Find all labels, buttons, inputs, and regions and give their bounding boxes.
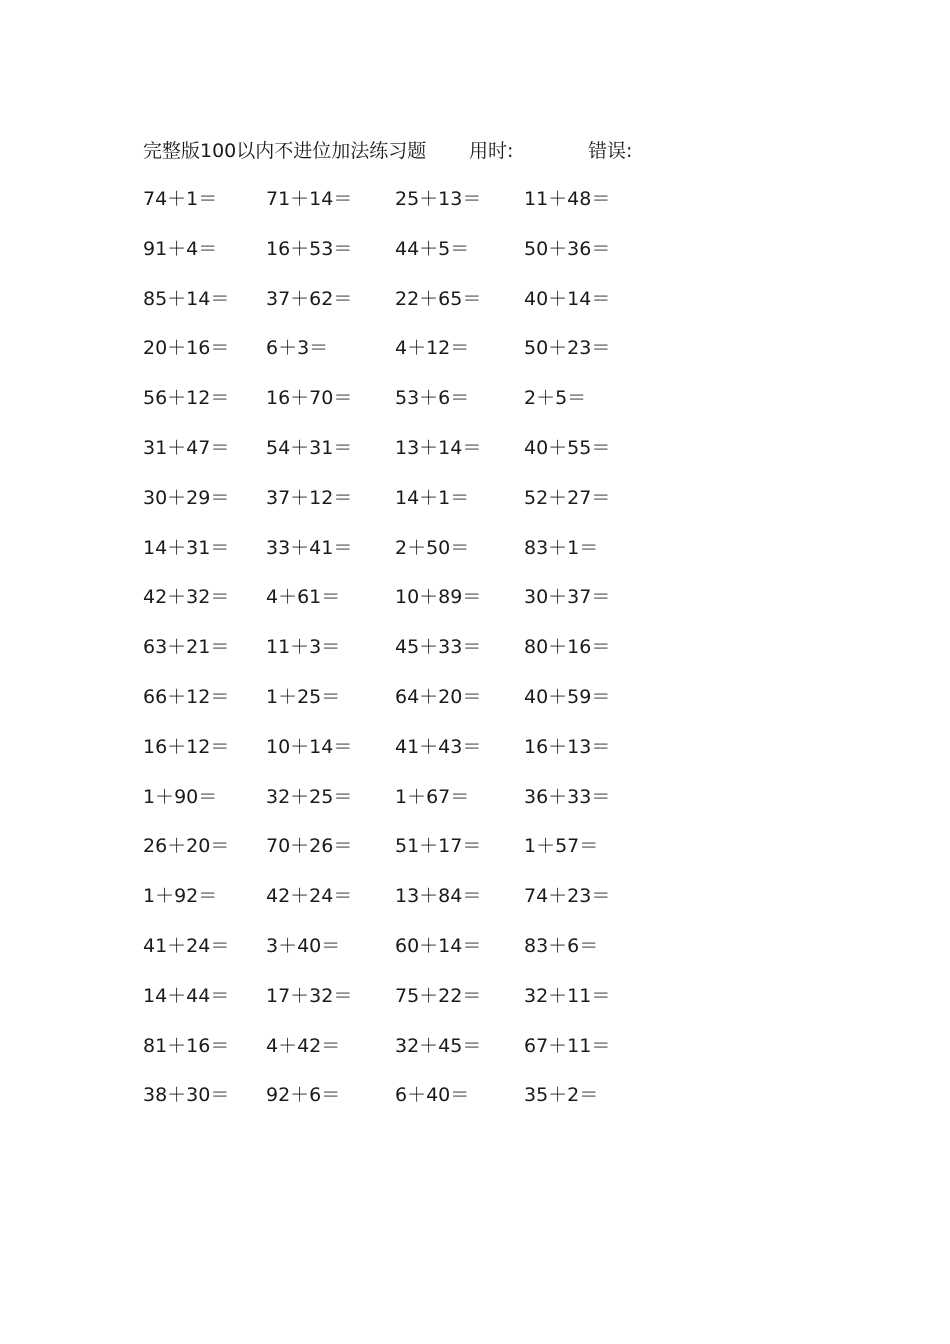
- problem-item: 41＋24＝: [143, 935, 230, 957]
- time-label: 用时:: [469, 140, 514, 162]
- problem-item: 11＋48＝: [524, 188, 611, 210]
- problem-item: 14＋1＝: [395, 486, 470, 509]
- problem-item: 42＋32＝: [143, 586, 230, 609]
- problem-item: 64＋20＝: [395, 686, 482, 708]
- problem-item: 1＋67＝: [395, 785, 470, 808]
- problem-item: 54＋31＝: [266, 437, 353, 459]
- problem-item: 37＋12＝: [266, 486, 353, 509]
- worksheet-title: 完整版100以内不进位加法练习题: [143, 140, 427, 162]
- problem-item: 16＋12＝: [143, 735, 230, 758]
- problem-item: 6＋3＝: [266, 337, 329, 360]
- problem-item: 26＋20＝: [143, 835, 230, 858]
- problem-item: 1＋92＝: [143, 885, 218, 908]
- problem-item: 30＋29＝: [143, 486, 230, 509]
- problem-item: 37＋62＝: [266, 287, 353, 310]
- problem-item: 81＋16＝: [143, 1034, 230, 1057]
- problem-item: 66＋12＝: [143, 686, 230, 708]
- problem-item: 33＋41＝: [266, 536, 353, 559]
- problem-item: 4＋42＝: [266, 1034, 341, 1057]
- problem-item: 60＋14＝: [395, 935, 482, 957]
- problem-item: 51＋17＝: [395, 835, 482, 858]
- problem-item: 32＋45＝: [395, 1034, 482, 1057]
- problem-item: 16＋13＝: [524, 735, 611, 758]
- problem-item: 1＋25＝: [266, 686, 341, 708]
- problem-item: 44＋5＝: [395, 237, 470, 260]
- problem-item: 32＋11＝: [524, 984, 611, 1007]
- problem-item: 1＋57＝: [524, 835, 599, 858]
- problem-item: 45＋33＝: [395, 636, 482, 659]
- problem-item: 40＋14＝: [524, 287, 611, 310]
- problem-item: 70＋26＝: [266, 835, 353, 858]
- problem-item: 83＋1＝: [524, 536, 599, 559]
- problem-item: 22＋65＝: [395, 287, 482, 310]
- error-label: 错误:: [588, 140, 633, 162]
- problem-item: 32＋25＝: [266, 785, 353, 808]
- problem-item: 16＋53＝: [266, 237, 353, 260]
- problem-item: 31＋47＝: [143, 437, 230, 459]
- problem-item: 4＋61＝: [266, 586, 341, 609]
- problem-item: 83＋6＝: [524, 935, 599, 957]
- problem-item: 41＋43＝: [395, 735, 482, 758]
- problem-item: 50＋23＝: [524, 337, 611, 360]
- problem-item: 35＋2＝: [524, 1084, 599, 1107]
- problem-item: 63＋21＝: [143, 636, 230, 659]
- problem-item: 2＋5＝: [524, 387, 587, 410]
- problem-item: 4＋12＝: [395, 337, 470, 360]
- problem-item: 11＋3＝: [266, 636, 341, 659]
- problem-item: 20＋16＝: [143, 337, 230, 360]
- problem-item: 25＋13＝: [395, 188, 482, 210]
- problem-item: 74＋1＝: [143, 188, 218, 210]
- problem-item: 13＋14＝: [395, 437, 482, 459]
- problem-item: 53＋6＝: [395, 387, 470, 410]
- problem-item: 3＋40＝: [266, 935, 341, 957]
- problem-item: 74＋23＝: [524, 885, 611, 908]
- problem-item: 38＋30＝: [143, 1084, 230, 1107]
- problem-item: 91＋4＝: [143, 237, 218, 260]
- problem-item: 10＋14＝: [266, 735, 353, 758]
- problem-item: 36＋33＝: [524, 785, 611, 808]
- problem-item: 42＋24＝: [266, 885, 353, 908]
- problem-item: 1＋90＝: [143, 785, 218, 808]
- problem-item: 75＋22＝: [395, 984, 482, 1007]
- problem-item: 16＋70＝: [266, 387, 353, 410]
- problem-item: 80＋16＝: [524, 636, 611, 659]
- problem-item: 14＋31＝: [143, 536, 230, 559]
- problem-item: 14＋44＝: [143, 984, 230, 1007]
- problem-item: 30＋37＝: [524, 586, 611, 609]
- problem-item: 17＋32＝: [266, 984, 353, 1007]
- problem-item: 50＋36＝: [524, 237, 611, 260]
- problem-item: 6＋40＝: [395, 1084, 470, 1107]
- problem-item: 10＋89＝: [395, 586, 482, 609]
- problem-item: 52＋27＝: [524, 486, 611, 509]
- problem-item: 13＋84＝: [395, 885, 482, 908]
- problem-item: 40＋55＝: [524, 437, 611, 459]
- problem-item: 85＋14＝: [143, 287, 230, 310]
- problem-item: 71＋14＝: [266, 188, 353, 210]
- problem-item: 56＋12＝: [143, 387, 230, 410]
- problem-item: 40＋59＝: [524, 686, 611, 708]
- problem-item: 2＋50＝: [395, 536, 470, 559]
- problem-item: 92＋6＝: [266, 1084, 341, 1107]
- problem-item: 67＋11＝: [524, 1034, 611, 1057]
